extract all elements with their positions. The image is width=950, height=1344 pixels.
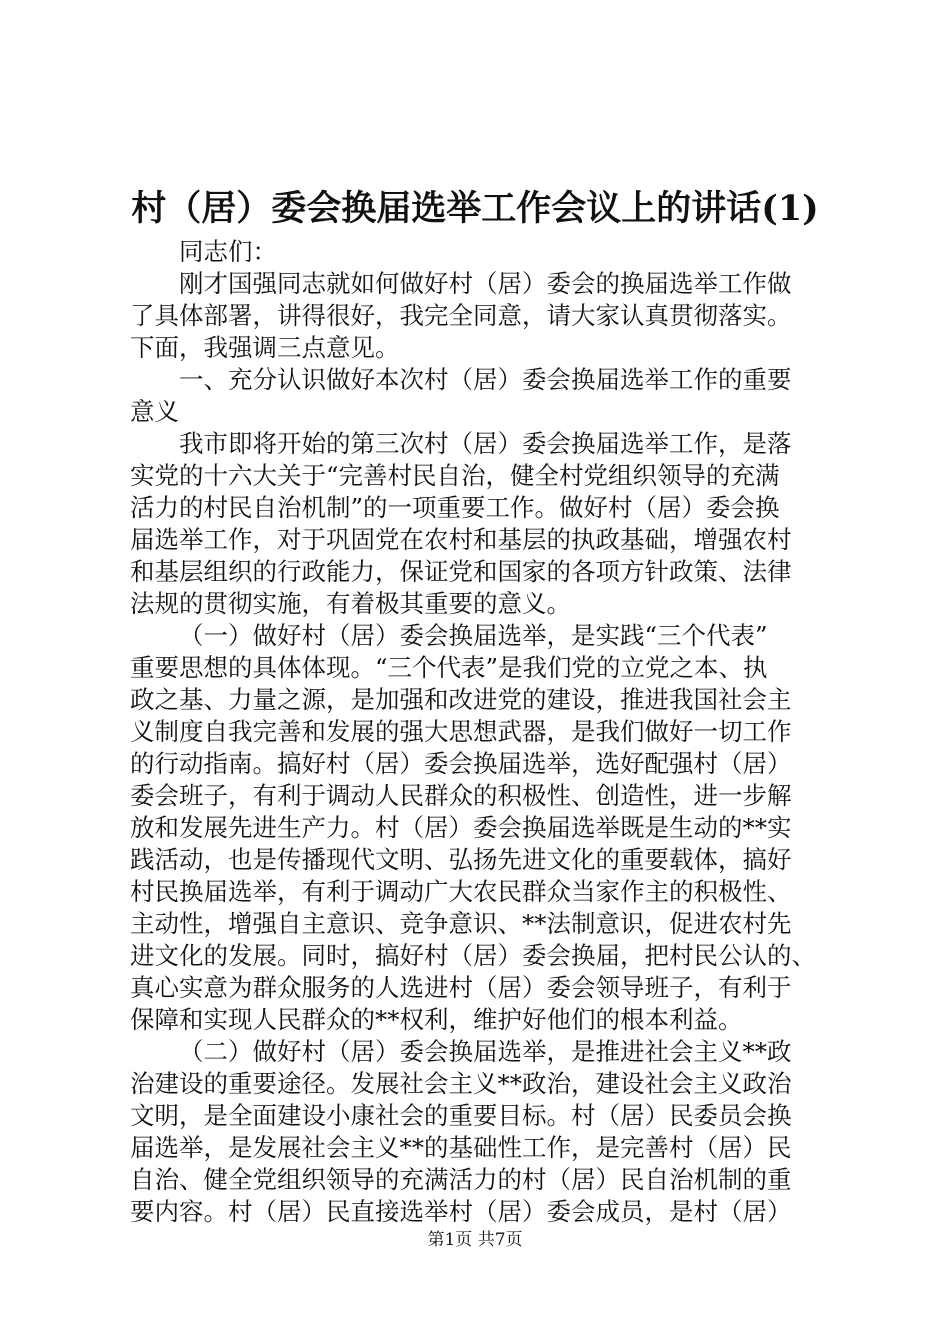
text-line: 的行动指南。搞好村（居）委会换届选举，选好配强村（居） (130, 749, 792, 778)
text-line: （二）做好村（居）委会换届选举，是推进社会主义**政 (179, 1037, 792, 1066)
text-line: 真心实意为群众服务的人选进村（居）委会领导班子，有利于 (130, 973, 792, 1002)
text-line: 文明，是全面建设小康社会的重要目标。村（居）民委员会换 (130, 1101, 792, 1130)
text-line: 进文化的发展。同时，搞好村（居）委会换届，把村民公认的、 (130, 941, 816, 970)
text-line: 主动性，增强自主意识、竞争意识、**法制意识，促进农村先 (130, 909, 792, 938)
text-line: 一、充分认识做好本次村（居）委会换届选举工作的重要 (179, 365, 792, 394)
text-line: 意义 (130, 397, 179, 426)
text-line: 实党的十六大关于“完善村民自治，健全村党组织领导的充满 (130, 461, 780, 490)
page-number: 第1页 共7页 (427, 1230, 523, 1250)
text-line: 践活动，也是传播现代文明、弘扬先进文化的重要载体，搞好 (130, 845, 792, 874)
text-line: 下面，我强调三点意见。 (130, 333, 400, 362)
text-line: 政之基、力量之源，是加强和改进党的建设，推进我国社会主 (130, 685, 792, 714)
text-line: 村民换届选举，有利于调动广大农民群众当家作主的积极性、 (130, 877, 792, 906)
text-line: 活力的村民自治机制”的一项重要工作。做好村（居）委会换 (130, 493, 780, 522)
document-body (130, 236, 835, 1228)
text-line: 了具体部署，讲得很好，我完全同意，请大家认真贯彻落实。 (130, 301, 792, 330)
text-line: 我市即将开始的第三次村（居）委会换届选举工作，是落 (179, 429, 792, 458)
text-line: 重要思想的具体体现。“三个代表”是我们党的立党之本、执 (130, 653, 768, 682)
text-line: 委会班子，有利于调动人民群众的积极性、创造性，进一步解 (130, 781, 792, 810)
document-title: 村（居）委会换届选举工作会议上的讲话(1) (131, 188, 819, 229)
text-line: 和基层组织的行政能力，保证党和国家的各项方针政策、法律 (130, 557, 792, 586)
text-line: 义制度自我完善和发展的强大思想武器，是我们做好一切工作 (130, 717, 792, 746)
text-line: 同志们： (179, 237, 277, 266)
text-line: 届选举工作，对于巩固党在农村和基层的执政基础，增强农村 (130, 525, 792, 554)
text-line: 放和发展先进生产力。村（居）委会换届选举既是生动的**实 (130, 813, 792, 842)
text-line: 要内容。村（居）民直接选举村（居）委会成员，是村（居） (130, 1197, 792, 1226)
text-line: 保障和实现人民群众的**权利，维护好他们的根本利益。 (130, 1005, 743, 1034)
text-line: 法规的贯彻实施，有着极其重要的意义。 (130, 589, 571, 618)
text-line: 刚才国强同志就如何做好村（居）委会的换届选举工作做 (179, 269, 792, 298)
text-line: 届选举，是发展社会主义**的基础性工作，是完善村（居）民 (130, 1133, 792, 1162)
text-line: （一）做好村（居）委会换届选举，是实践“三个代表” (179, 621, 768, 650)
text-line: 自治、健全党组织领导的充满活力的村（居）民自治机制的重 (130, 1165, 792, 1194)
text-line: 治建设的重要途径。发展社会主义**政治，建设社会主义政治 (130, 1069, 792, 1098)
